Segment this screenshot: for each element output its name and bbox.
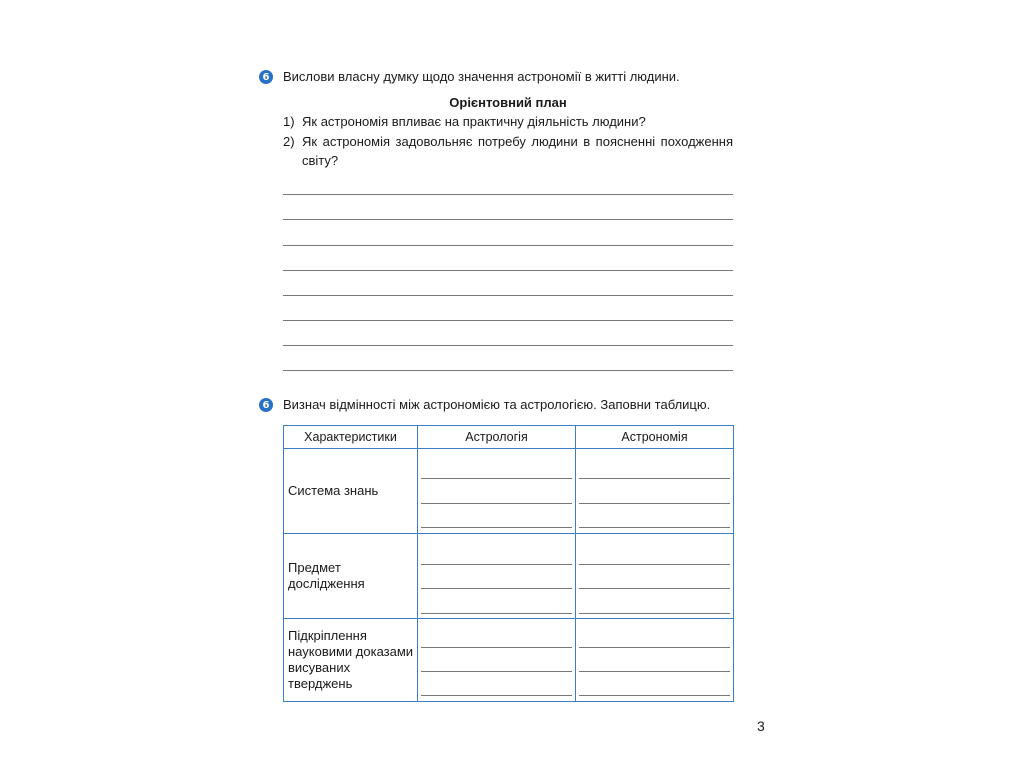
answer-cell[interactable]	[418, 534, 576, 619]
answer-cell[interactable]	[576, 449, 734, 534]
answer-cell[interactable]	[418, 449, 576, 534]
page-number: 3	[757, 718, 765, 734]
writing-line[interactable]	[283, 320, 733, 321]
item-number: 1)	[283, 114, 295, 129]
writing-line[interactable]	[283, 295, 733, 296]
writing-line[interactable]	[283, 194, 733, 195]
task-badge: 6	[259, 70, 273, 84]
row-label: Підкріплення науковими доказами висуваних тверджень	[284, 619, 418, 702]
task-text: Вислови власну думку щодо значення астрономії в житті людини.	[283, 69, 680, 84]
task-badge: 6	[259, 398, 273, 412]
plan-title: Орієнтовний план	[449, 95, 567, 110]
writing-line[interactable]	[283, 219, 733, 220]
table-header-characteristics: Характеристики	[284, 426, 418, 449]
comparison-table	[283, 425, 734, 702]
row-label: Предмет дослідження	[284, 534, 418, 619]
table-header-astrology: Астрологія	[418, 426, 576, 449]
plan-item: Як астрономія впливає на практичну діяльність людини?	[302, 114, 646, 129]
row-label: Система знань	[284, 449, 418, 534]
table-header-astronomy: Астрономія	[576, 426, 734, 449]
task-text: Визнач відмінності між астрономією та астрологією. Заповни таблицю.	[283, 397, 711, 412]
plan-item: Як астрономія задовольняє потребу людини в поясненні походження світу?	[302, 134, 733, 168]
answer-cell[interactable]	[576, 619, 734, 702]
writing-line[interactable]	[283, 245, 733, 246]
writing-line[interactable]	[283, 345, 733, 346]
answer-cell[interactable]	[418, 619, 576, 702]
writing-line[interactable]	[283, 370, 733, 371]
writing-line[interactable]	[283, 270, 733, 271]
answer-cell[interactable]	[576, 534, 734, 619]
item-number: 2)	[283, 134, 295, 149]
